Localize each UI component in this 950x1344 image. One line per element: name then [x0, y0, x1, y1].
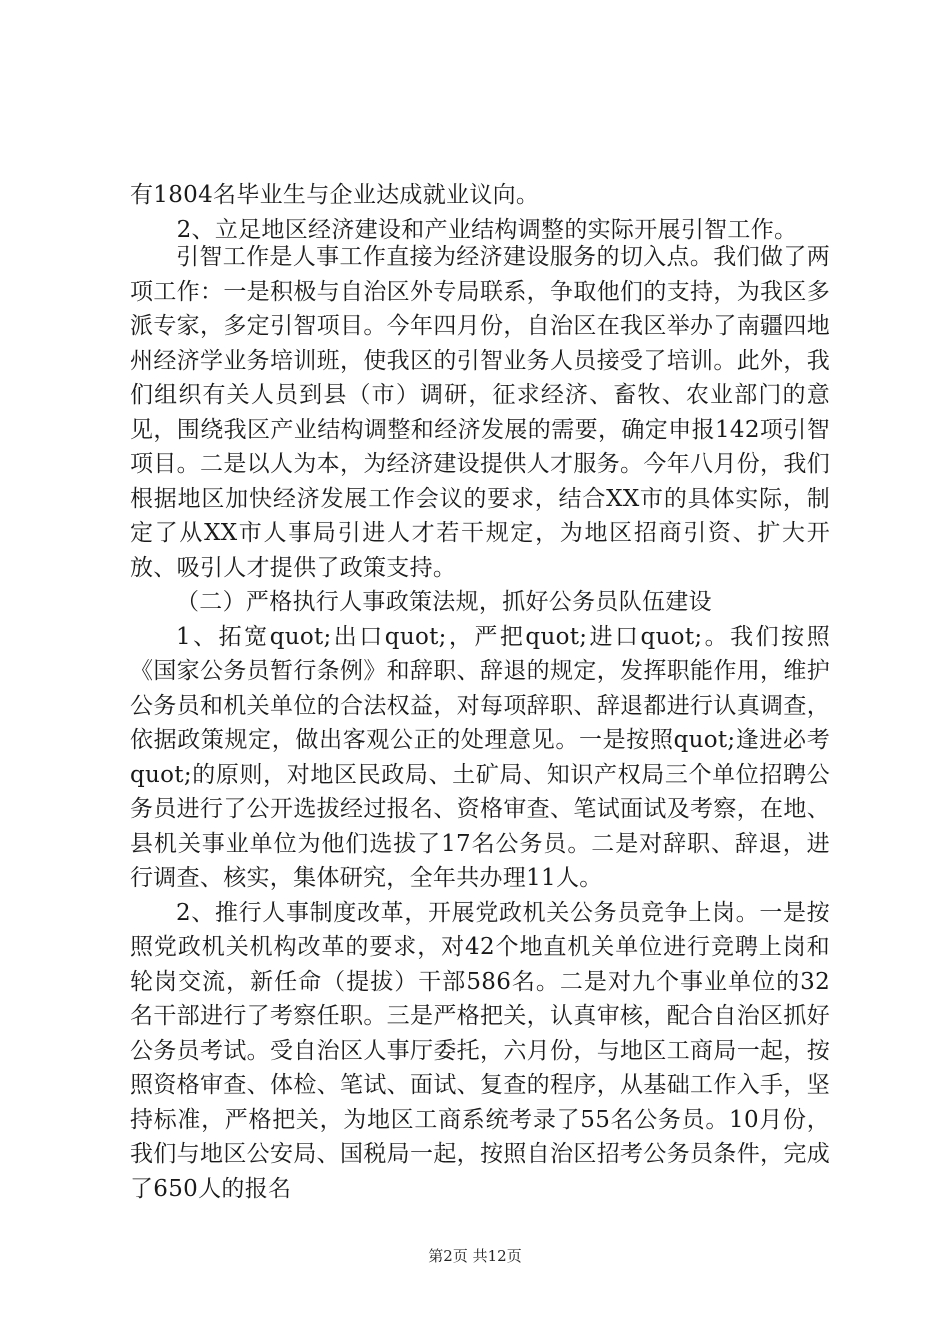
continued-line: 有1804名毕业生与企业达成就业议向。 — [130, 182, 540, 208]
paragraph-reform: 2、推行人事制度改革，开展党政机关公务员竞争上岗。一是按照党政机关机构改革的要求，对42个地直机关单位进行竞聘上岗和轮岗交流，新任命（提拔）干部586名。二是对九个事业单位的32名干部进行了考察任职。三是严格把关，认真审核，配合自治区抓好公务员考试。受自治区人事厅委托，六月份，与地区工商局一起，按照资格审查、体检、笔试、面试、复查的程序，从基础工作入手，坚持标准，严格把关，为地区工商系统考录了55名公务员。10月份，我们与地区公安局、国税局一起，按照自治区招考公务员条件，完成了650人的报名 — [130, 899, 830, 1202]
section-heading-civil-servants: （二）严格执行人事政策法规，抓好公务员队伍建设 — [176, 589, 712, 615]
body-text — [130, 240, 830, 1206]
paragraph-intelligence-work: 引智工作是人事工作直接为经济建设服务的切入点。我们做了两项工作：一是积极与自治区外专局联系，争取他们的支持，为我区多派专家，多定引智项目。今年四月份，自治区在我区举办了南疆四地州经济学业务培训班，使我区的引智业务人员接受了培训。此外，我们组织有关人员到县（市）调研，征求经济、畜牧、农业部门的意见，围绕我区产业结构调整和经济发展的需要，确定申报142项引智项目。二是以人为本，为经济建设提供人才服务。今年八月份，我们根据地区加快经济发展工作会议的要求，结合XX市的具体实际，制定了从XX市人事局引进人才若干规定，为地区招商引资、扩大开放、吸引人才提供了政策支持。 — [130, 244, 830, 581]
section-heading-2: 2、立足地区经济建设和产业结构调整的实际开展引智工作。 — [130, 216, 798, 243]
top-text — [130, 178, 830, 247]
paragraph-entry-exit: 1、拓宽quot;出口quot;，严把quot;进口quot;。我们按照《国家公务员暂行条例》和辞职、辞退的规定，发挥职能作用，维护公务员和机关单位的合法权益，对每项辞职、辞退都进行认真调查，依据政策规定，做出客观公正的处理意见。一是按照quot;逢进必考quot;的原则，对地区民政局、土矿局、知识产权局三个单位招聘公务员进行了公开选拔经过报名、资格审查、笔试面试及考察，在地、县机关事业单位为他们选拔了17名公务员。二是对辞职、辞退，进行调查、核实，集体研究，全年共办理11人。 — [130, 623, 830, 891]
page-number-footer: 第2页 共12页 — [428, 1247, 522, 1265]
